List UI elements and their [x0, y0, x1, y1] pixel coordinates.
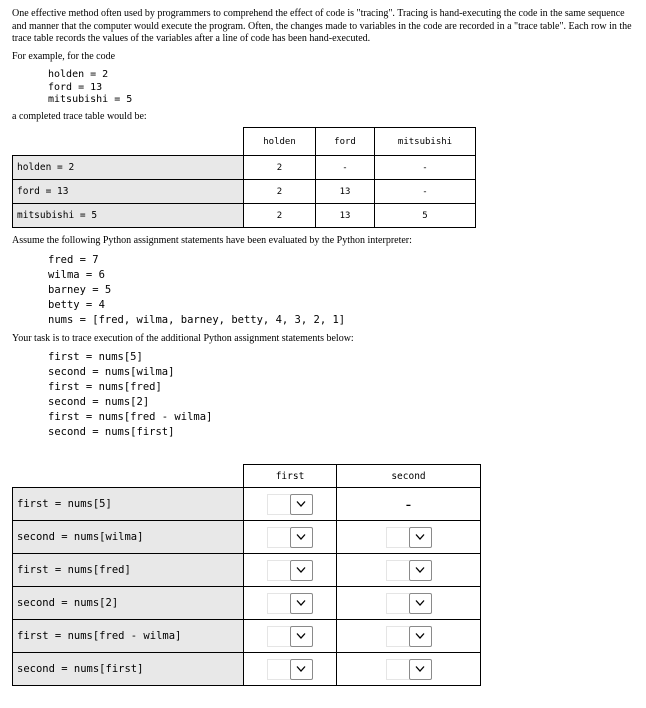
completed-label: a completed trace table would be:	[12, 111, 147, 122]
code-line: first = nums[5]	[48, 351, 143, 363]
code-line: betty = 4	[48, 299, 105, 311]
second-dropdown[interactable]	[386, 659, 432, 680]
answer-cell-second	[337, 521, 481, 554]
first-dropdown[interactable]	[267, 626, 313, 647]
code-line: second = nums[2]	[48, 396, 150, 408]
table-cell: 13	[316, 204, 375, 228]
table-cell: 5	[375, 204, 476, 228]
chevron-down-icon[interactable]	[409, 527, 432, 548]
answer-cell-second	[337, 653, 481, 686]
first-dropdown[interactable]	[267, 527, 313, 548]
assume-text: Assume the following Python assignment statements have been evaluated by the Python interpreter:	[12, 235, 412, 246]
code-line: barney = 5	[48, 284, 112, 296]
table-row	[13, 587, 481, 620]
chevron-down-icon[interactable]	[290, 626, 313, 647]
table-cell: 2	[244, 204, 316, 228]
chevron-down-icon[interactable]	[290, 494, 313, 515]
second-dropdown[interactable]	[386, 560, 432, 581]
code-line: fred = 7	[48, 254, 99, 266]
code-line: wilma = 6	[48, 269, 105, 281]
first-dropdown[interactable]	[267, 494, 313, 515]
answer-cell-first	[244, 587, 337, 620]
chevron-down-icon[interactable]	[409, 560, 432, 581]
answer-cell-second	[337, 620, 481, 653]
table-row	[13, 180, 476, 204]
table-cell: 13	[316, 180, 375, 204]
row-label: holden = 2	[13, 156, 244, 180]
answer-cell-second	[337, 554, 481, 587]
table-row	[13, 204, 476, 228]
chevron-down-icon[interactable]	[409, 593, 432, 614]
col-header-first: first	[244, 465, 337, 488]
chevron-down-icon[interactable]	[409, 626, 432, 647]
chevron-down-icon[interactable]	[409, 659, 432, 680]
row-label: ford = 13	[13, 180, 244, 204]
row-label: first = nums[5]	[13, 488, 244, 521]
answer-cell-second: -	[337, 488, 481, 521]
chevron-down-icon[interactable]	[290, 527, 313, 548]
table-cell: -	[375, 156, 476, 180]
code-line: second = nums[wilma]	[48, 366, 175, 378]
row-label: first = nums[fred]	[13, 554, 244, 587]
answer-cell-first	[244, 554, 337, 587]
table-cell: -	[316, 156, 375, 180]
second-dropdown[interactable]	[386, 626, 432, 647]
example-trace-table	[12, 127, 476, 228]
col-header-ford: ford	[316, 128, 375, 156]
chevron-down-icon[interactable]	[290, 593, 313, 614]
table-row	[13, 488, 481, 521]
col-header-mitsubishi: mitsubishi	[375, 128, 476, 156]
code-line: nums = [fred, wilma, barney, betty, 4, 3, 2, 1]	[48, 314, 346, 326]
second-dropdown[interactable]	[386, 593, 432, 614]
task-text: Your task is to trace execution of the additional Python assignment statements below:	[12, 333, 354, 344]
answer-trace-table	[12, 464, 481, 686]
first-dropdown[interactable]	[267, 560, 313, 581]
code-line: ford = 13	[48, 81, 103, 93]
table-cell: 2	[244, 180, 316, 204]
code-line: second = nums[first]	[48, 426, 175, 438]
first-dropdown[interactable]	[267, 593, 313, 614]
answer-cell-first	[244, 521, 337, 554]
first-dropdown[interactable]	[267, 659, 313, 680]
code-line: mitsubishi = 5	[48, 94, 133, 105]
task-code	[48, 350, 212, 440]
intro-paragraph: One effective method often used by programmers to comprehend the effect of code is "tracing". Tracing is hand-executing the code in the same sequence and manner that the computer would execute the program. Often, the changes made to variables in the code are recorded in a "trace table". Each row in the trace table records the values of the variables after a line of code has been hand-executed.	[12, 8, 632, 44]
row-label: first = nums[fred - wilma]	[13, 620, 244, 653]
chevron-down-icon[interactable]	[290, 560, 313, 581]
table-row	[13, 620, 481, 653]
answer-cell-second	[337, 587, 481, 620]
row-label: second = nums[first]	[13, 653, 244, 686]
table-cell: 2	[244, 156, 316, 180]
row-label: second = nums[wilma]	[13, 521, 244, 554]
code-line: holden = 2	[48, 69, 109, 80]
table-cell: -	[375, 180, 476, 204]
col-header-holden: holden	[244, 128, 316, 156]
col-header-second: second	[337, 465, 481, 488]
answer-cell-first	[244, 488, 337, 521]
table-row	[13, 156, 476, 180]
code-line: first = nums[fred - wilma]	[48, 411, 213, 423]
table-row	[13, 554, 481, 587]
row-label: second = nums[2]	[13, 587, 244, 620]
given-code	[48, 253, 345, 328]
table-row	[13, 653, 481, 686]
second-dropdown[interactable]	[386, 527, 432, 548]
chevron-down-icon[interactable]	[290, 659, 313, 680]
table-row	[13, 521, 481, 554]
answer-cell-first	[244, 620, 337, 653]
example-code	[48, 69, 132, 107]
code-line: first = nums[fred]	[48, 381, 162, 393]
answer-cell-first	[244, 653, 337, 686]
row-label: mitsubishi = 5	[13, 204, 244, 228]
example-label: For example, for the code	[12, 51, 116, 62]
